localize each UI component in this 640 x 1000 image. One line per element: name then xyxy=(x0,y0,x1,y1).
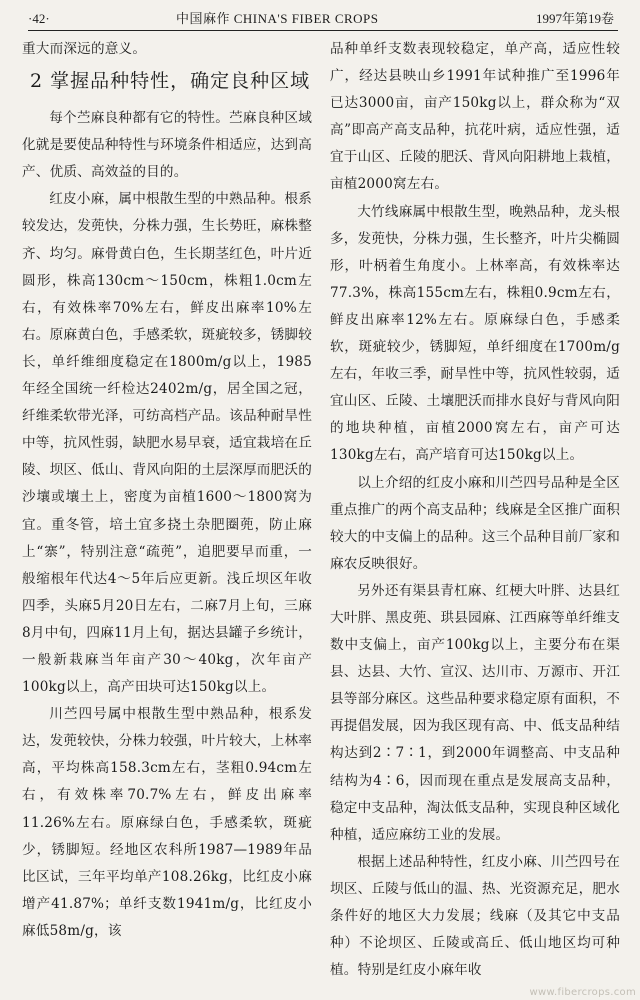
right-column xyxy=(330,36,620,984)
page-header xyxy=(28,8,618,31)
paragraph: 红皮小麻，属中根散生型的中熟品种。根系较发达，发蔸快，分株力强，生长势旺，麻株整齐、均匀。麻骨黄白色，生长期茎红色，叶片近圆形，株高130cm～150cm，株粗1.0cm左右，有效株率70%左右，鲜皮出麻率10%左右。原麻黄白色，手感柔软，斑疵较多，锈脚较长，单纤维细度稳定在1800m/g以上，1985年经全国统一纤检达2402m/g，居全国之冠，纤维柔软带光泽，可纺高档产品。该品种耐旱性中等，抗风性弱，缺肥水易早衰，适宜栽培在丘陵、坝区、低山、背风向阳的土层深厚而肥沃的沙壤或壤土上，密度为亩植1600～1800窝为宜。重冬管，培土宜多挠土杂肥圈蔸，防止麻上“寨”，特别注意“疏蔸”，追肥要早而重，一般缩根年代达4～5年后应更新。浅丘坝区年收四季，头麻5月20日左右，二麻7月上旬，三麻8月中旬，四麻11月上旬，据达县罐子乡统计，一般新栽麻当年亩产30～40kg，次年亩产100kg以上，高产田块可达150kg以上。 xyxy=(22,191,312,696)
paragraph: 每个苎麻良种都有它的特性。苎麻良种区域化就是要使品种特性与环境条件相适应，达到高产、优质、高效益的目的。 xyxy=(22,110,312,181)
paragraph: 品种单纤支数表现较稳定，单产高，适应性较广，经达县映山乡1991年试种推广至1996年已达3000亩，亩产150kg以上，群众称为“双高”即高产高支品种，抗花叶病，适应性强，适宜于山区、丘陵的肥沃、背风向阳耕地上栽植，亩植2000窝左右。 xyxy=(330,41,620,193)
journal-name: 中国麻作 CHINA'S FIBER CROPS xyxy=(176,11,379,26)
page-number: ·42· xyxy=(28,11,50,26)
paragraph: 另外还有渠县青杠麻、红梗大叶胖、达县红大叶胖、黑皮蔸、珙县园麻、江西麻等单纤维支数中支偏上，亩产100kg以上，主要分布在渠县、达县、大竹、宣汉、达川市、万源市、开江县等部分麻区。这些品种要求稳定原有面积，不再提倡发展，因为我区现有高、中、低支品种结构达到2∶7∶1，到2000年调整高、中支品种结构为4∶6，因而现在重点是发展高支品种，稳定中支品种，淘汰低支品种，实现良种区域化种植，适应麻纺工业的发展。 xyxy=(330,582,620,843)
issue-label: 1997年第19卷 xyxy=(535,11,614,26)
watermark-text: www.fibercrops.com xyxy=(529,987,636,998)
paragraph: 大竹线麻属中根散生型，晚熟品种，龙头根多，发蔸快，分株力强，生长整齐，叶片尖椭圆形，叶柄着生角度小。上林率高，有效株率达77.3%，株高155cm左右，株粗0.9cm左右，鲜皮出麻率12%左右。原麻绿白色，手感柔软，斑疵较少，锈脚短，单纤细度在1700m/g左右，年收三季，耐旱性中等，抗风性较弱，适宜山区、丘陵、土壤肥沃而排水良好与背风向阳的地块种植，亩植2000窝左右，亩产可达130kg左右，高产培育可达150kg以上。 xyxy=(330,203,620,464)
paragraph: 根据上述品种特性，红皮小麻、川苎四号在坝区、丘陵与低山的温、热、光资源充足，肥水条件好的地区大力发展；线麻（及其它中支品种）不论坝区、丘陵或高丘、低山地区均可种植。特别是红皮小麻年收 xyxy=(330,853,620,979)
left-column xyxy=(22,36,312,945)
paragraph: 川苎四号属中根散生型中熟品种，根系发达，发蔸较快，分株力较强，叶片较大，上林率高，平均株高158.3cm左右，茎粗0.94cm左右，有效株率70.7%左右，鲜皮出麻率11.26%左右。原麻绿白色，手感柔软，斑疵少，锈脚短。经地区农科所1987—1989年品比区试，三年平均单产108.26kg，比红皮小麻增产41.87%；单纤支数1941m/g，比红皮小麻低58m/g，该 xyxy=(22,706,312,939)
section-title: 2 掌握品种特性，确定良种区域 xyxy=(30,70,311,93)
lead-text: 重大而深远的意义。 xyxy=(22,41,147,57)
paragraph: 以上介绍的红皮小麻和川苎四号品种是全区重点推广的两个高支品种；线麻是全区推广面积较大的中支偏上的品种。这三个品种目前厂家和麻农反映很好。 xyxy=(330,474,620,572)
